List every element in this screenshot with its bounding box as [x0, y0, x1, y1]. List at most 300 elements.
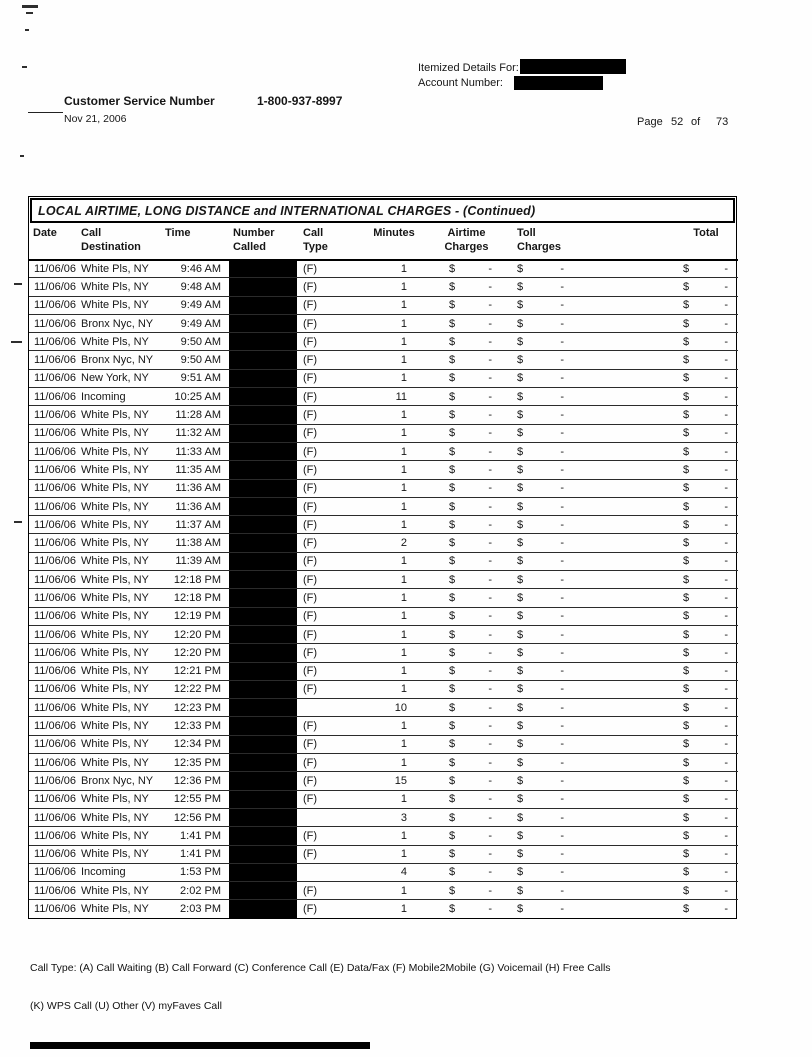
total-charge: [674, 534, 738, 552]
airtime-value: -: [488, 811, 492, 824]
call-time: 12:33 PM: [163, 717, 229, 735]
currency-symbol: $: [517, 500, 524, 513]
airtime-charge: [429, 790, 504, 808]
call-type: (F): [297, 589, 359, 607]
spacer-cell: [589, 516, 674, 534]
total-value: -: [724, 518, 728, 531]
redacted-number-called: [229, 497, 297, 515]
call-destination: White Pls, NY: [79, 534, 163, 552]
redacted-number-called: [229, 607, 297, 625]
call-time: 12:23 PM: [163, 699, 229, 717]
toll-charge: [504, 314, 589, 332]
airtime-value: -: [488, 665, 492, 678]
airtime-value: -: [488, 445, 492, 458]
redacted-number-called: [229, 461, 297, 479]
total-charge: [674, 863, 738, 881]
table-row: [29, 882, 738, 900]
toll-charge: [504, 388, 589, 406]
call-type: (F): [297, 461, 359, 479]
toll-charge: [504, 442, 589, 460]
redacted-number-called: [229, 754, 297, 772]
toll-charge: [504, 333, 589, 351]
toll-value: -: [560, 646, 564, 659]
airtime-charge: [429, 406, 504, 424]
currency-symbol: $: [683, 884, 690, 897]
table-row: [29, 296, 738, 314]
redacted-number-called: [229, 314, 297, 332]
total-value: -: [724, 354, 728, 367]
currency-symbol: $: [449, 390, 456, 403]
col-header-time: Time: [163, 223, 229, 260]
call-date: 11/06/06: [29, 278, 79, 296]
currency-symbol: $: [683, 774, 690, 787]
call-destination: White Pls, NY: [79, 296, 163, 314]
call-type: (F): [297, 827, 359, 845]
airtime-value: -: [488, 555, 492, 568]
toll-charge: [504, 900, 589, 918]
call-type: (F): [297, 314, 359, 332]
total-value: -: [724, 372, 728, 385]
airtime-charge: [429, 479, 504, 497]
toll-value: -: [560, 482, 564, 495]
call-minutes: 1: [359, 754, 429, 772]
charges-table: [28, 196, 737, 919]
currency-symbol: $: [517, 683, 524, 696]
itemized-details-label: Itemized Details For:: [418, 62, 519, 74]
call-destination: White Pls, NY: [79, 516, 163, 534]
airtime-value: -: [488, 409, 492, 422]
toll-value: -: [560, 591, 564, 604]
total-value: -: [724, 683, 728, 696]
table-row: [29, 552, 738, 570]
spacer-cell: [589, 845, 674, 863]
call-minutes: 1: [359, 827, 429, 845]
currency-symbol: $: [683, 811, 690, 824]
statement-date: Nov 21, 2006: [64, 113, 127, 125]
airtime-charge: [429, 497, 504, 515]
currency-symbol: $: [449, 848, 456, 861]
call-minutes: 1: [359, 662, 429, 680]
call-type: [297, 863, 359, 881]
total-charge: [674, 406, 738, 424]
currency-symbol: $: [517, 390, 524, 403]
airtime-value: -: [488, 646, 492, 659]
redacted-number-called: [229, 333, 297, 351]
total-charge: [674, 333, 738, 351]
toll-charge: [504, 680, 589, 698]
divider-line: [28, 112, 63, 113]
spacer-cell: [589, 808, 674, 826]
currency-symbol: $: [449, 518, 456, 531]
call-minutes: 15: [359, 772, 429, 790]
toll-charge: [504, 278, 589, 296]
col-header-toll-charges: Toll Charges: [504, 223, 589, 260]
spacer-cell: [589, 314, 674, 332]
airtime-charge: [429, 680, 504, 698]
call-minutes: 1: [359, 625, 429, 643]
call-minutes: 1: [359, 406, 429, 424]
airtime-charge: [429, 662, 504, 680]
call-type: [297, 808, 359, 826]
currency-symbol: $: [517, 573, 524, 586]
airtime-value: -: [488, 537, 492, 550]
table-row: [29, 662, 738, 680]
call-minutes: 1: [359, 589, 429, 607]
call-date: 11/06/06: [29, 552, 79, 570]
currency-symbol: $: [683, 537, 690, 550]
call-time: 12:34 PM: [163, 735, 229, 753]
toll-value: -: [560, 409, 564, 422]
currency-symbol: $: [683, 427, 690, 440]
call-destination: White Pls, NY: [79, 882, 163, 900]
spacer-cell: [589, 900, 674, 918]
airtime-charge: [429, 442, 504, 460]
call-date: 11/06/06: [29, 662, 79, 680]
call-time: 12:18 PM: [163, 571, 229, 589]
call-type: (F): [297, 406, 359, 424]
call-time: 11:36 AM: [163, 497, 229, 515]
airtime-charge: [429, 735, 504, 753]
currency-symbol: $: [683, 463, 690, 476]
toll-charge: [504, 772, 589, 790]
currency-symbol: $: [449, 335, 456, 348]
airtime-value: -: [488, 372, 492, 385]
currency-symbol: $: [517, 848, 524, 861]
call-type: (F): [297, 552, 359, 570]
call-date: 11/06/06: [29, 644, 79, 662]
call-time: 12:22 PM: [163, 680, 229, 698]
total-value: -: [724, 738, 728, 751]
call-destination: White Pls, NY: [79, 571, 163, 589]
total-value: -: [724, 884, 728, 897]
airtime-charge: [429, 296, 504, 314]
total-charge: [674, 790, 738, 808]
total-charge: [674, 497, 738, 515]
spacer-cell: [589, 625, 674, 643]
total-value: -: [724, 665, 728, 678]
currency-symbol: $: [449, 720, 456, 733]
call-minutes: 1: [359, 369, 429, 387]
call-minutes: 1: [359, 735, 429, 753]
redacted-number-called: [229, 680, 297, 698]
currency-symbol: $: [449, 409, 456, 422]
currency-symbol: $: [683, 372, 690, 385]
currency-symbol: $: [683, 335, 690, 348]
toll-value: -: [560, 463, 564, 476]
spacer-cell: [589, 754, 674, 772]
total-value: -: [724, 573, 728, 586]
table-row: [29, 699, 738, 717]
redacted-number-called: [229, 534, 297, 552]
call-type: (F): [297, 644, 359, 662]
table-row: [29, 369, 738, 387]
airtime-charge: [429, 900, 504, 918]
total-value: -: [724, 262, 728, 275]
scan-artifact: [26, 12, 33, 14]
table-row: [29, 278, 738, 296]
redacted-number-called: [229, 863, 297, 881]
currency-symbol: $: [449, 829, 456, 842]
call-date: 11/06/06: [29, 296, 79, 314]
call-type: (F): [297, 516, 359, 534]
currency-symbol: $: [517, 482, 524, 495]
call-date: 11/06/06: [29, 260, 79, 278]
col-header-airtime-charges: Airtime Charges: [429, 223, 504, 260]
total-value: -: [724, 390, 728, 403]
spacer-cell: [589, 607, 674, 625]
currency-symbol: $: [517, 518, 524, 531]
call-date: 11/06/06: [29, 369, 79, 387]
table-row: [29, 333, 738, 351]
total-charge: [674, 260, 738, 278]
spacer-cell: [589, 790, 674, 808]
redacted-number-called: [229, 662, 297, 680]
call-minutes: 1: [359, 607, 429, 625]
currency-symbol: $: [449, 573, 456, 586]
call-minutes: 1: [359, 552, 429, 570]
total-charge: [674, 314, 738, 332]
table-row: [29, 571, 738, 589]
currency-symbol: $: [683, 848, 690, 861]
currency-symbol: $: [683, 866, 690, 879]
call-time: 11:32 AM: [163, 424, 229, 442]
currency-symbol: $: [683, 409, 690, 422]
redacted-number-called: [229, 278, 297, 296]
airtime-value: -: [488, 390, 492, 403]
airtime-charge: [429, 808, 504, 826]
currency-symbol: $: [449, 774, 456, 787]
currency-symbol: $: [449, 628, 456, 641]
currency-symbol: $: [683, 738, 690, 751]
toll-charge: [504, 607, 589, 625]
airtime-charge: [429, 369, 504, 387]
currency-symbol: $: [683, 280, 690, 293]
toll-charge: [504, 296, 589, 314]
call-minutes: 1: [359, 882, 429, 900]
toll-value: -: [560, 866, 564, 879]
table-row: [29, 808, 738, 826]
total-value: -: [724, 335, 728, 348]
call-date: 11/06/06: [29, 424, 79, 442]
toll-value: -: [560, 317, 564, 330]
spacer-cell: [589, 534, 674, 552]
total-charge: [674, 461, 738, 479]
redacted-number-called: [229, 552, 297, 570]
redacted-number-called: [229, 424, 297, 442]
redacted-number-called: [229, 900, 297, 918]
scan-artifact: [20, 155, 24, 157]
currency-symbol: $: [517, 811, 524, 824]
currency-symbol: $: [683, 793, 690, 806]
redacted-number-called: [229, 296, 297, 314]
call-minutes: 1: [359, 644, 429, 662]
currency-symbol: $: [517, 335, 524, 348]
call-type: (F): [297, 717, 359, 735]
airtime-value: -: [488, 903, 492, 916]
total-charge: [674, 754, 738, 772]
col-header-minutes: Minutes: [359, 223, 429, 260]
total-charge: [674, 479, 738, 497]
call-destination: White Pls, NY: [79, 680, 163, 698]
airtime-value: -: [488, 848, 492, 861]
currency-symbol: $: [683, 628, 690, 641]
toll-charge: [504, 863, 589, 881]
call-type: (F): [297, 442, 359, 460]
total-charge: [674, 735, 738, 753]
currency-symbol: $: [517, 280, 524, 293]
total-value: -: [724, 591, 728, 604]
currency-symbol: $: [517, 829, 524, 842]
currency-symbol: $: [449, 537, 456, 550]
call-minutes: 1: [359, 571, 429, 589]
total-value: -: [724, 427, 728, 440]
toll-charge: [504, 497, 589, 515]
col-header-destination: Call Destination: [79, 223, 163, 260]
toll-charge: [504, 369, 589, 387]
call-destination: White Pls, NY: [79, 754, 163, 772]
spacer-cell: [589, 461, 674, 479]
total-value: -: [724, 317, 728, 330]
currency-symbol: $: [683, 317, 690, 330]
call-date: 11/06/06: [29, 534, 79, 552]
redacted-number-called: [229, 260, 297, 278]
call-date: 11/06/06: [29, 442, 79, 460]
scan-artifact: [22, 66, 27, 68]
currency-symbol: $: [449, 354, 456, 367]
currency-symbol: $: [517, 555, 524, 568]
airtime-value: -: [488, 280, 492, 293]
redacted-number-called: [229, 571, 297, 589]
redacted-number-called: [229, 717, 297, 735]
call-time: 12:21 PM: [163, 662, 229, 680]
airtime-value: -: [488, 463, 492, 476]
total-charge: [674, 827, 738, 845]
currency-symbol: $: [517, 628, 524, 641]
toll-charge: [504, 479, 589, 497]
call-minutes: 1: [359, 296, 429, 314]
currency-symbol: $: [449, 811, 456, 824]
call-destination: Bronx Nyc, NY: [79, 351, 163, 369]
table-row: [29, 424, 738, 442]
airtime-value: -: [488, 701, 492, 714]
airtime-value: -: [488, 683, 492, 696]
toll-charge: [504, 735, 589, 753]
toll-value: -: [560, 756, 564, 769]
call-destination: White Pls, NY: [79, 735, 163, 753]
currency-symbol: $: [517, 409, 524, 422]
call-date: 11/06/06: [29, 497, 79, 515]
call-minutes: 1: [359, 461, 429, 479]
call-date: 11/06/06: [29, 863, 79, 881]
currency-symbol: $: [517, 903, 524, 916]
toll-charge: [504, 882, 589, 900]
toll-value: -: [560, 354, 564, 367]
call-type: (F): [297, 607, 359, 625]
total-charge: [674, 424, 738, 442]
call-type: (F): [297, 278, 359, 296]
toll-value: -: [560, 829, 564, 842]
spacer-cell: [589, 662, 674, 680]
table-row: [29, 644, 738, 662]
currency-symbol: $: [517, 317, 524, 330]
total-value: -: [724, 720, 728, 733]
total-charge: [674, 516, 738, 534]
call-date: 11/06/06: [29, 717, 79, 735]
airtime-charge: [429, 571, 504, 589]
call-type: (F): [297, 882, 359, 900]
currency-symbol: $: [517, 591, 524, 604]
call-destination: New York, NY: [79, 369, 163, 387]
table-row: [29, 388, 738, 406]
airtime-charge: [429, 589, 504, 607]
table-row: [29, 754, 738, 772]
toll-value: -: [560, 720, 564, 733]
call-minutes: 2: [359, 534, 429, 552]
call-type: (F): [297, 772, 359, 790]
call-date: 11/06/06: [29, 845, 79, 863]
table-row: [29, 516, 738, 534]
toll-value: -: [560, 372, 564, 385]
call-destination: White Pls, NY: [79, 260, 163, 278]
redacted-number-called: [229, 625, 297, 643]
airtime-value: -: [488, 500, 492, 513]
toll-charge: [504, 424, 589, 442]
currency-symbol: $: [449, 262, 456, 275]
call-minutes: 1: [359, 497, 429, 515]
currency-symbol: $: [449, 903, 456, 916]
call-minutes: 3: [359, 808, 429, 826]
call-destination: White Pls, NY: [79, 827, 163, 845]
airtime-charge: [429, 461, 504, 479]
airtime-charge: [429, 534, 504, 552]
call-time: 1:53 PM: [163, 863, 229, 881]
call-date: 11/06/06: [29, 625, 79, 643]
call-time: 12:20 PM: [163, 644, 229, 662]
call-destination: White Pls, NY: [79, 461, 163, 479]
total-charge: [674, 351, 738, 369]
spacer-cell: [589, 552, 674, 570]
spacer-cell: [589, 571, 674, 589]
call-time: 11:35 AM: [163, 461, 229, 479]
call-date: 11/06/06: [29, 388, 79, 406]
call-destination: White Pls, NY: [79, 278, 163, 296]
call-detail-table: [29, 223, 738, 918]
call-minutes: 11: [359, 388, 429, 406]
currency-symbol: $: [449, 738, 456, 751]
call-type: (F): [297, 388, 359, 406]
total-value: -: [724, 866, 728, 879]
redacted-number-called: [229, 406, 297, 424]
airtime-value: -: [488, 720, 492, 733]
page-total: 73: [716, 116, 729, 128]
currency-symbol: $: [517, 610, 524, 623]
toll-value: -: [560, 774, 564, 787]
total-charge: [674, 644, 738, 662]
call-destination: White Pls, NY: [79, 717, 163, 735]
call-destination: White Pls, NY: [79, 790, 163, 808]
currency-symbol: $: [517, 665, 524, 678]
call-type: (F): [297, 754, 359, 772]
total-value: -: [724, 445, 728, 458]
call-destination: White Pls, NY: [79, 662, 163, 680]
call-minutes: 1: [359, 278, 429, 296]
call-time: 11:28 AM: [163, 406, 229, 424]
toll-value: -: [560, 537, 564, 550]
call-type: (F): [297, 497, 359, 515]
call-time: 9:48 AM: [163, 278, 229, 296]
call-date: 11/06/06: [29, 589, 79, 607]
call-date: 11/06/06: [29, 516, 79, 534]
